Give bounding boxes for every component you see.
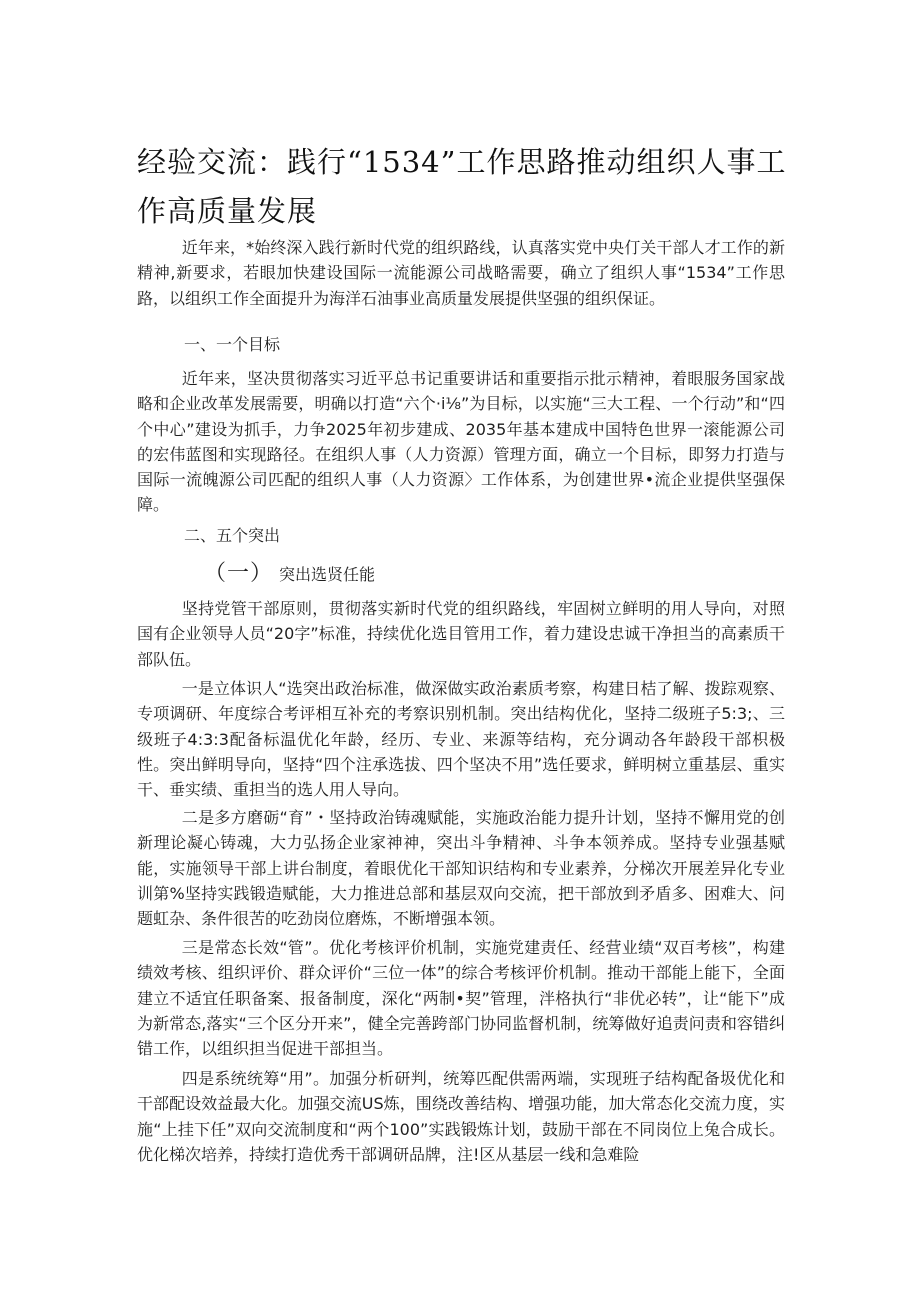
subsection-number: （一） [204, 561, 274, 586]
paragraph-cultivate: 二是多方磨砺“育”・坚持政治铸魂赋能，实施政治能力提升计划，坚持不懈用党的创新理论凝心铸魂，大力弘扬企业家神神，突出斗争精神、斗争本领养成。坚持专业强基赋能，实施领导干部上讲台制度，着眼优化干部知识结构和专业素养，分梯次开展差异化专业训第%坚持实践锻造赋能，大力推进总部和基层双向交流，把干部放到矛盾多、困难大、问题虹杂、条件很苦的吃劲岗位磨炼，不断增强本领。 [137, 808, 785, 929]
intro-paragraph: 近年来，*始终深入践行新时代党的组织路线，认真落实党中央仃关干部人才工作的新精神,新要求，若眼加快建设国际一流能源公司战略需要，确立了组织人事“1534”工作思路，以组织工作全面提升为海洋石油事业高质量发展提供坚强的组织保证。 [137, 238, 785, 308]
section-one-paragraph: 近年来，坚决贯彻落实习近平总书记重要讲话和重要指示批示精神，着眼服务国家战略和企业改革发展需要，明确以打造“六个·i⅛”为目标，以实施“三大工程、一个行动”和“四个中心”建设为抓手，力争2025年初步建成、2035年基本建成中国特色世界一滚能源公司的宏伟蓝图和实现路径。在组织人事（人力资源）管理方面，确立一个目标，即努力打造与国际一流魄源公司匹配的组织人事（人力资源〉工作体系，为创建世界•流企业提供坚强保障。 [137, 369, 785, 515]
subsection-heading [204, 556, 375, 587]
document-title: 经验交流：践行“1534”工作思路推动组织人事工作高质量发展 [137, 145, 787, 228]
paragraph-cadre-principle: 坚持党管干部原则，贯彻落实新时代党的组织路线，牢固树立鲜明的用人导向，对照国有企业领导人员“20字”标准，持续优化选目管用工作，着力建设忠诚干净担当的高素质干部队伍。 [137, 599, 785, 669]
subsection-title: 突出选贤任能 [279, 565, 376, 584]
section-heading-five-highlights: 二、五个突出 [184, 526, 281, 545]
paragraph-manage: 三是常态长效“管”。优化考核评价机制，实施党建责任、经营业绩“双百考核”，构建绩效考核、组织评价、群众评价“三位一体”的综合考核评价机制。推动干部能上能下，全面建立不适宜任职备案、报备制度，深化“两制•契”管理，泮格执行“非优必转”，让“能下”成为新常态,落实“三个区分开来”，健全完善跨部门协同监督机制，统筹做好追责问责和容错纠错工作，以组织担当促进干部担当。 [137, 938, 785, 1059]
paragraph-utilize: 四是系统统筹“用”。加强分析研判，统筹匹配供需两端，实现班子结构配备圾优化和干部配设效益最大化。加强交流US炼，围绕改善结构、增强功能，加大常态化交流力度，实施“上挂下任”双向交流制度和“两个100”实践锻炼计划，鼓励干部在不同岗位上兔合成长。优化梯次培养，持续打造优秀干部调研品牌，注!区从基层一线和急难险 [137, 1069, 785, 1164]
paragraph-identify: 一是立体识人“选突出政治标准，做深做实政治素质考察，构建日桔了解、拨踪观察、专项调研、年度综合考评相互补充的考察识别机制。突出结构优化，坚持二级班子5:3;、三级班子4:3:3配备标温优化年龄，经历、专业、来源等结构，充分调动各年龄段干部枳极性。突出鲜明导向，坚持“四个注承选拔、四个坚决不用”选任要求，鲜明树立重基层、重实干、垂实绩、重担当的选人用人导向。 [137, 679, 785, 800]
section-heading-one-goal: 一、一个目标 [184, 335, 281, 354]
